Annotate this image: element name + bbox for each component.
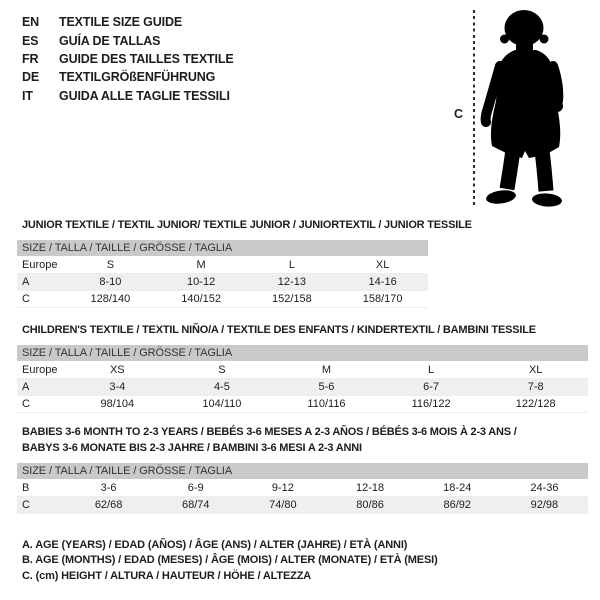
size-cell: 4-5 — [213, 381, 230, 393]
footnote-legend — [22, 538, 438, 584]
language-code: EN — [22, 15, 40, 30]
table-row — [17, 379, 588, 396]
language-row — [22, 13, 234, 31]
language-label: TEXTILGRÖßENFÜHRUNG — [59, 70, 216, 85]
size-cell: 116/122 — [411, 398, 451, 410]
size-cell: 140/152 — [181, 293, 221, 305]
table-row — [17, 480, 588, 497]
size-cell: 74/80 — [269, 499, 297, 511]
footnote-line: A. AGE (YEARS) / EDAD (AÑOS) / ÂGE (ANS) / ALTER (JAHRE) / ETÀ (ANNI) — [22, 539, 408, 551]
size-cell: 104/110 — [202, 398, 242, 410]
size-cell: XS — [109, 364, 125, 376]
size-cell: 6-9 — [187, 482, 204, 494]
size-cell: 86/92 — [443, 499, 471, 511]
row-label: C — [22, 499, 30, 511]
language-label: GUIDA ALLE TAGLIE TESSILI — [59, 88, 230, 103]
row-label: B — [22, 482, 30, 494]
row-label: C — [22, 398, 30, 410]
table-row — [17, 362, 588, 379]
size-cell: 68/74 — [181, 499, 210, 511]
size-cell: 158/170 — [362, 293, 403, 305]
footnote-line: B. AGE (MONTHS) / EDAD (MESES) / ÂGE (MOIS) / ALTER (MONATE) / ETÀ (MESI) — [22, 554, 438, 567]
language-code: ES — [22, 33, 39, 48]
height-marker-line — [473, 10, 475, 207]
table-row — [17, 497, 588, 514]
size-cell: 98/104 — [100, 398, 135, 410]
language-row — [22, 50, 234, 68]
size-header-bar: SIZE / TALLA / TAILLE / GRÖSSE / TAGLIA — [17, 463, 588, 479]
size-cell: L — [428, 364, 435, 376]
size-cell: XL — [375, 259, 390, 271]
table-title — [17, 322, 588, 338]
height-marker-label: C — [454, 107, 464, 121]
language-code: IT — [22, 88, 33, 103]
size-cell: M — [321, 364, 332, 376]
footnote-line: C. (cm) HEIGHT / ALTURA / HAUTEUR / HÖHE / ALTEZZA — [22, 569, 312, 582]
language-row — [22, 68, 234, 86]
size-cell: 110/116 — [307, 398, 346, 410]
table-title — [17, 217, 472, 233]
language-label: GUÍA DE TALLAS — [59, 33, 161, 48]
row-label: A — [22, 276, 30, 288]
size-cell: 5-6 — [318, 381, 335, 393]
size-header-bar: SIZE / TALLA / TAILLE / GRÖSSE / TAGLIA — [17, 345, 588, 361]
size-cell: 3-6 — [100, 482, 117, 494]
size-cell: 12-13 — [277, 276, 306, 288]
size-cell: 14-16 — [368, 276, 397, 288]
size-cell: 92/98 — [530, 499, 559, 511]
size-cell: XL — [528, 364, 543, 376]
size-cell: 6-7 — [423, 381, 440, 393]
table-title-line: BABYS 3-6 MONATE BIS 2-3 JAHRE / BAMBINI 3-6 MESI A 2-3 ANNI — [22, 442, 362, 454]
row-label: A — [22, 381, 30, 393]
size-cell: 24-36 — [530, 482, 559, 494]
size-header-bar: SIZE / TALLA / TAILLE / GRÖSSE / TAGLIA — [17, 240, 428, 256]
toddler-silhouette-image — [478, 7, 578, 207]
language-label: GUIDE DES TAILLES TEXTILE — [59, 51, 234, 66]
size-cell: 62/68 — [94, 499, 123, 511]
table-row — [17, 274, 428, 291]
table-title — [17, 424, 588, 456]
size-table-children — [17, 322, 588, 413]
size-cell: S — [106, 259, 115, 271]
language-row — [22, 87, 234, 105]
table-row — [17, 257, 428, 274]
language-label: TEXTILE SIZE GUIDE — [59, 15, 183, 30]
row-label: C — [22, 293, 30, 305]
language-code: FR — [22, 51, 39, 66]
row-label: Europe — [22, 259, 58, 271]
size-table-junior — [17, 217, 472, 308]
language-code: DE — [22, 70, 40, 85]
table-row — [17, 291, 428, 308]
size-cell: M — [196, 259, 206, 271]
row-label: Europe — [22, 364, 58, 376]
size-cell: 7-8 — [527, 381, 544, 393]
size-cell: L — [288, 259, 295, 271]
size-cell: 12-18 — [356, 482, 385, 494]
size-cell: 80/86 — [356, 499, 384, 511]
table-title-line: CHILDREN'S TEXTILE / TEXTIL NIÑO/A / TEXTILE DES ENFANTS / KINDERTEXTIL / BAMBINI TESSILE — [22, 324, 536, 336]
size-cell: 3-4 — [109, 381, 126, 393]
size-cell: 152/158 — [271, 293, 312, 305]
table-title-line: JUNIOR TEXTILE / TEXTIL JUNIOR/ TEXTILE JUNIOR / JUNIORTEXTIL / JUNIOR TESSILE — [22, 219, 472, 231]
table-row — [17, 396, 588, 413]
language-row — [22, 31, 234, 49]
size-cell: 122/128 — [515, 398, 556, 410]
size-cell: S — [218, 364, 226, 376]
size-cell: 9-12 — [271, 482, 294, 494]
table-title-line: BABIES 3-6 MONTH TO 2-3 YEARS / BEBÉS 3-6 MESES A 2-3 AÑOS / BÉBÉS 3-6 MOIS À 2-3 ANS / — [22, 426, 517, 438]
size-cell: 8-10 — [99, 276, 122, 288]
size-table-babies — [17, 424, 588, 514]
size-cell: 18-24 — [443, 482, 472, 494]
size-cell: 10-12 — [187, 276, 216, 288]
language-guide-list — [22, 13, 234, 105]
size-cell: 128/140 — [90, 293, 131, 305]
